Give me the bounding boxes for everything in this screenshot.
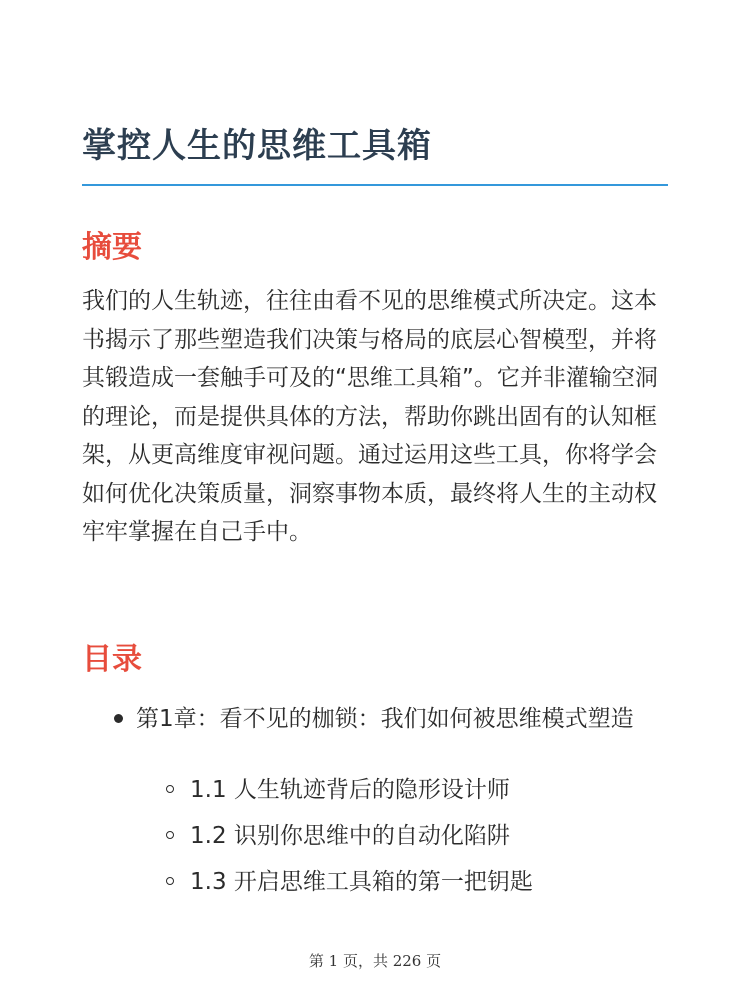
toc-section-label: 1.2 识别你思维中的自动化陷阱 — [190, 822, 510, 849]
toc-chapter-label: 第1章：看不见的枷锁：我们如何被思维模式塑造 — [136, 706, 634, 732]
toc-section-1-2[interactable] — [166, 813, 672, 859]
page-number-footer: 第 1 页，共 226 页 — [308, 952, 442, 970]
toc-section-1-3[interactable] — [166, 859, 672, 905]
toc-section-label: 1.1 人生轨迹背后的隐形设计师 — [190, 776, 510, 803]
toc-heading: 目录 — [82, 642, 142, 677]
circle-bullet-icon — [166, 831, 174, 839]
bullet-icon — [114, 714, 123, 723]
toc-section-label: 1.3 开启思维工具箱的第一把钥匙 — [190, 868, 533, 895]
toc-section-list — [136, 767, 672, 905]
abstract-heading: 摘要 — [82, 230, 142, 265]
table-of-contents — [112, 700, 672, 905]
toc-section-1-1[interactable] — [166, 767, 672, 813]
abstract-paragraph: 我们的人生轨迹，往往由看不见的思维模式所决定。这本书揭示了那些塑造我们决策与格局的底层心智模型，并将其锻造成一套触手可及的“思维工具箱”。它并非灌输空洞的理论，而是提供具体的方法，帮助你跳出固有的认知框架，从更高维度审视问题。通过运用这些工具，你将学会如何优化决策质量，洞察事物本质，最终将人生的主动权牢牢掌握在自己手中。 — [82, 288, 658, 545]
circle-bullet-icon — [166, 877, 174, 885]
toc-chapter-1[interactable] — [112, 700, 672, 905]
circle-bullet-icon — [166, 785, 174, 793]
title-divider — [82, 184, 668, 186]
document-title: 掌控人生的思维工具箱 — [82, 126, 432, 166]
